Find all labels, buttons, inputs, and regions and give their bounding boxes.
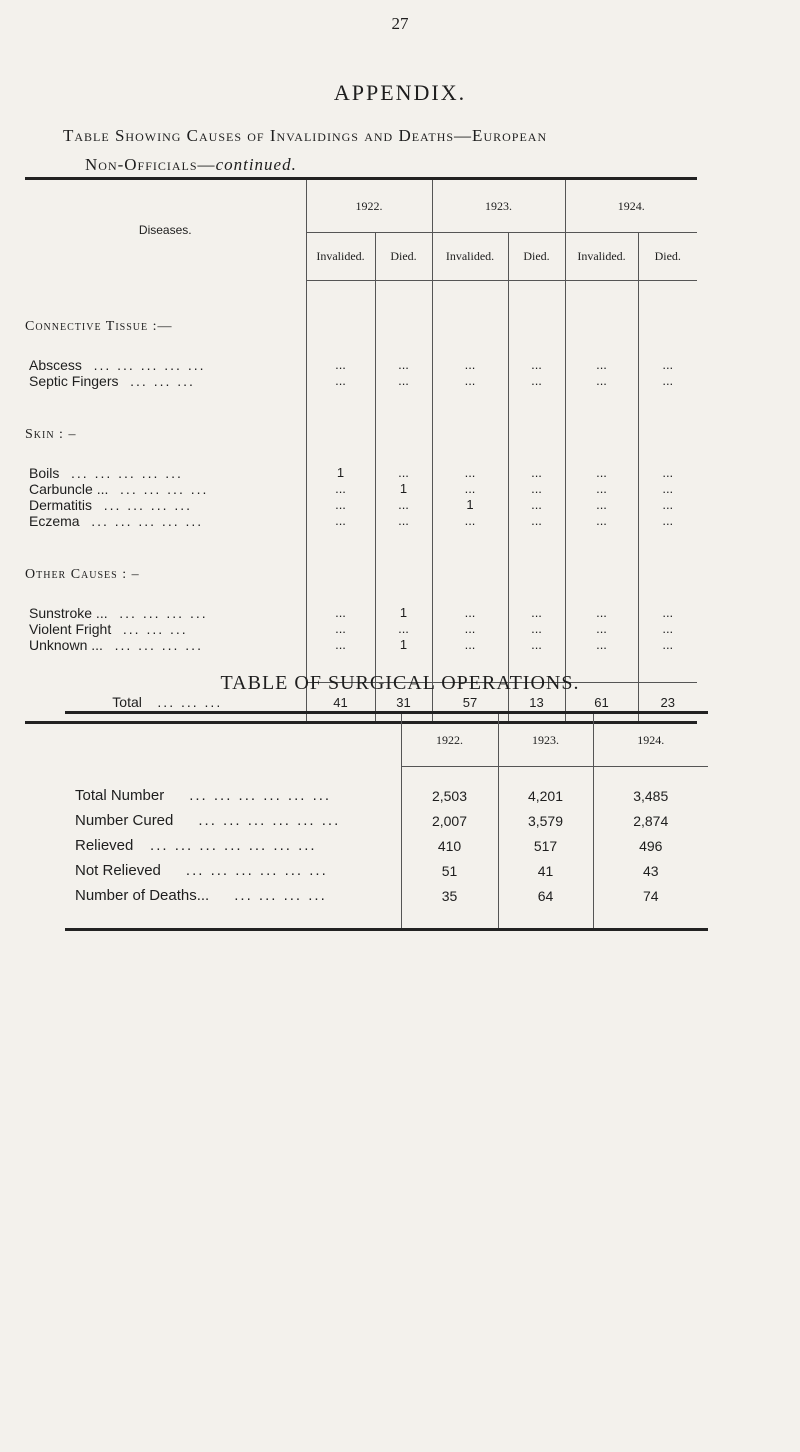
table-cell: 41 — [498, 858, 593, 883]
table-cell: ... — [565, 357, 638, 373]
table-cell: ... — [565, 497, 638, 513]
sub-header-died: Died. — [375, 233, 432, 281]
row-label: Dermatitis — [29, 496, 93, 513]
row-label: Unknown ... — [29, 636, 103, 653]
table-cell: ... — [565, 481, 638, 497]
total-cell: 13 — [508, 683, 565, 723]
table-row — [25, 497, 697, 513]
table-cell: ... — [565, 621, 638, 637]
table-cell: ... — [306, 605, 375, 621]
table-cell: 1 — [375, 637, 432, 653]
table-cell: 517 — [498, 833, 593, 858]
row-label: Total Number — [75, 787, 165, 804]
row-label: Violent Fright — [29, 620, 112, 637]
table-cell: 410 — [401, 833, 498, 858]
invalidings-table-title — [63, 121, 743, 179]
dot-leader: ... ... ... ... ... ... ... — [150, 837, 317, 854]
page-number: 27 — [391, 14, 409, 33]
invalidings-table — [25, 177, 697, 724]
row-label: Septic Fingers — [29, 372, 119, 389]
table-cell: 64 — [498, 883, 593, 908]
table-cell: ... — [508, 373, 565, 389]
table-cell: ... — [638, 465, 697, 481]
table-cell: ... — [306, 497, 375, 513]
table-row — [65, 858, 708, 883]
sub-header-died: Died. — [508, 233, 565, 281]
title-line-2-prefix: Non-Officials— — [85, 155, 216, 174]
table-cell: ... — [508, 497, 565, 513]
table-cell: ... — [306, 481, 375, 497]
table-cell: ... — [638, 373, 697, 389]
table-row — [65, 883, 708, 908]
year-header-1923: 1923. — [432, 179, 565, 233]
section-title: Connective Tissue :— — [25, 318, 173, 334]
row-label: Relieved — [75, 837, 134, 854]
table-cell: ... — [375, 497, 432, 513]
row-label: Eczema — [29, 512, 80, 529]
total-cell: 57 — [432, 683, 508, 723]
table-row — [25, 357, 697, 373]
table-cell: ... — [306, 357, 375, 373]
dot-leader: ... ... ... ... ... ... — [185, 862, 328, 879]
table-cell: ... — [508, 637, 565, 653]
table-cell: ... — [638, 621, 697, 637]
table-cell: 1 — [432, 497, 508, 513]
table-row — [25, 481, 697, 497]
table-row — [65, 783, 708, 808]
table-cell: 74 — [593, 883, 708, 908]
table-row — [25, 637, 697, 653]
total-label: Total — [112, 693, 142, 710]
dot-leader: ... ... ... — [122, 620, 188, 637]
title-line-1: Table Showing Causes of Invalidings and Deaths—European — [63, 126, 548, 145]
row-label: Number of Deaths... — [75, 887, 210, 904]
table-cell: 2,874 — [593, 808, 708, 833]
table-cell: ... — [375, 357, 432, 373]
row-label: Carbuncle ... — [29, 480, 109, 497]
dot-leader: ... ... ... ... — [114, 636, 203, 653]
dot-leader: ... ... ... — [157, 693, 223, 710]
sub-header-died: Died. — [638, 233, 697, 281]
dot-leader: ... ... ... ... ... — [71, 464, 183, 481]
total-cell: 41 — [306, 683, 375, 723]
total-cell: 31 — [375, 683, 432, 723]
table-cell: ... — [306, 373, 375, 389]
year-header-1924: 1924. — [565, 179, 697, 233]
section-title: Other Causes : – — [25, 566, 140, 582]
table-cell: ... — [508, 605, 565, 621]
table-cell: ... — [638, 481, 697, 497]
table-cell: 2,007 — [401, 808, 498, 833]
row-label: Number Cured — [75, 812, 174, 829]
table-cell: ... — [638, 497, 697, 513]
table-cell: ... — [375, 373, 432, 389]
table-cell: 35 — [401, 883, 498, 908]
table-row — [25, 373, 697, 389]
dot-leader: ... ... ... ... — [120, 480, 209, 497]
table-cell: 43 — [593, 858, 708, 883]
table-cell: 1 — [306, 465, 375, 481]
table-row — [25, 621, 697, 637]
table-cell: ... — [508, 465, 565, 481]
table-cell: 51 — [401, 858, 498, 883]
table-row — [25, 605, 697, 621]
dot-leader: ... ... ... ... ... ... — [189, 787, 332, 804]
table-cell: 3,579 — [498, 808, 593, 833]
dot-leader: ... ... ... ... — [119, 604, 208, 621]
table-row — [65, 808, 708, 833]
table-cell: ... — [306, 637, 375, 653]
dot-leader: ... ... ... ... ... — [93, 356, 206, 373]
table-cell: ... — [375, 465, 432, 481]
table-cell: 1 — [375, 605, 432, 621]
table-cell: ... — [565, 513, 638, 529]
dot-leader: ... ... ... ... ... — [91, 512, 204, 529]
table-cell: ... — [432, 465, 508, 481]
table-cell: ... — [638, 513, 697, 529]
year-header-1923: 1923. — [498, 713, 593, 767]
diseases-header: Diseases. — [138, 223, 192, 238]
table-cell: ... — [508, 621, 565, 637]
total-cell: 23 — [638, 683, 697, 723]
row-label: Not Relieved — [75, 862, 161, 879]
sub-header-invalided: Invalided. — [306, 233, 375, 281]
table-cell: ... — [432, 621, 508, 637]
table-row — [25, 513, 697, 529]
table-cell: ... — [432, 357, 508, 373]
table-cell: ... — [508, 357, 565, 373]
title-line-2 — [63, 150, 743, 179]
dot-leader: ... ... ... — [130, 372, 195, 389]
section-title: Skin : – — [25, 426, 77, 442]
total-cell: 61 — [565, 683, 638, 723]
table-cell: 3,485 — [593, 783, 708, 808]
surgical-table-title: TABLE OF SURGICAL OPERATIONS. — [220, 672, 580, 694]
table-row — [65, 833, 708, 858]
table-cell: ... — [508, 513, 565, 529]
table-cell: ... — [638, 637, 697, 653]
surgical-operations-table — [65, 711, 708, 931]
row-label: Abscess — [29, 356, 82, 373]
table-cell: ... — [306, 621, 375, 637]
table-cell: ... — [432, 513, 508, 529]
year-header-1922: 1922. — [401, 713, 498, 767]
table-cell: 1 — [375, 481, 432, 497]
table-cell: ... — [432, 605, 508, 621]
table-cell: 2,503 — [401, 783, 498, 808]
table-cell: ... — [565, 637, 638, 653]
dot-leader: ... ... ... ... ... ... — [198, 812, 341, 829]
table-cell: ... — [306, 513, 375, 529]
table-cell: ... — [375, 513, 432, 529]
table-cell: 496 — [593, 833, 708, 858]
table-cell: ... — [638, 605, 697, 621]
year-header-1924: 1924. — [593, 713, 708, 767]
table-cell: ... — [565, 373, 638, 389]
year-header-1922: 1922. — [306, 179, 432, 233]
table-cell: ... — [432, 481, 508, 497]
table-row — [25, 465, 697, 481]
dot-leader: ... ... ... ... — [103, 496, 193, 513]
table-cell: ... — [565, 605, 638, 621]
table-cell: ... — [432, 637, 508, 653]
table-cell: 4,201 — [498, 783, 593, 808]
table-cell: ... — [375, 621, 432, 637]
table-cell: ... — [508, 481, 565, 497]
dot-leader: ... ... ... ... — [234, 887, 327, 904]
appendix-heading: APPENDIX. — [333, 80, 467, 105]
sub-header-invalided: Invalided. — [565, 233, 638, 281]
row-label: Sunstroke ... — [29, 604, 108, 621]
table-cell: ... — [432, 373, 508, 389]
table-cell: ... — [638, 357, 697, 373]
table-cell: ... — [565, 465, 638, 481]
row-label: Boils — [29, 464, 60, 481]
sub-header-invalided: Invalided. — [432, 233, 508, 281]
title-line-2-italic: continued. — [215, 155, 297, 174]
